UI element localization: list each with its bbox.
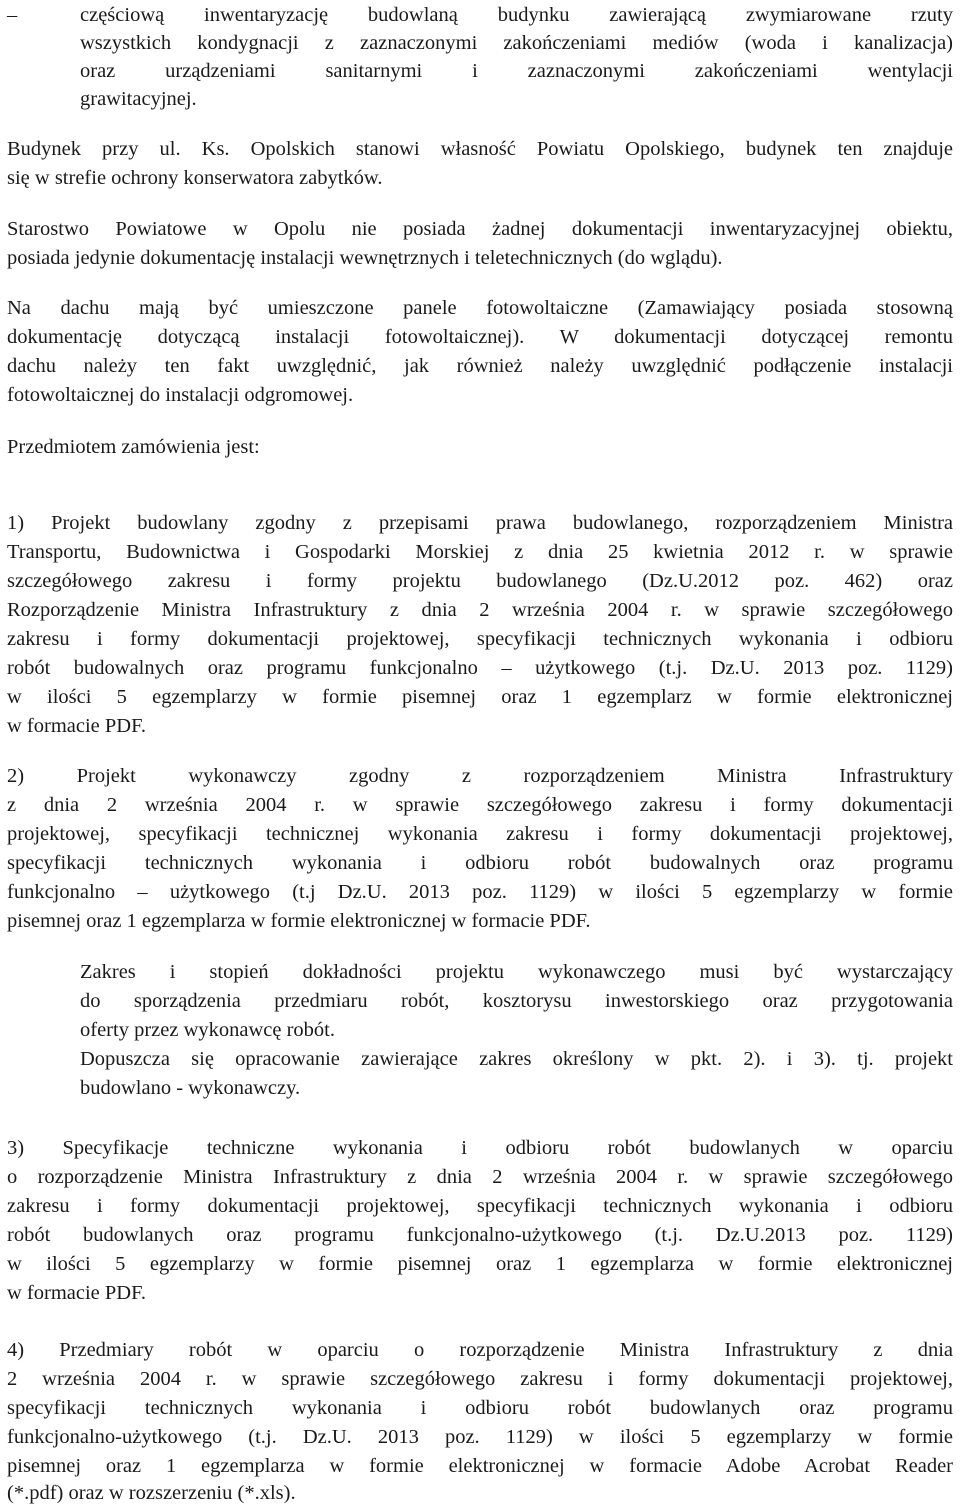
paragraph-line: fotowoltaicznej do instalacji odgromowej. <box>7 384 354 406</box>
paragraph-line: Na dachu mają być umieszczone panele fotowoltaiczne (Zamawiający posiada stosowną <box>7 297 953 319</box>
paragraph-line: się w strefie ochrony konserwatora zabytków. <box>7 167 383 189</box>
list-item-line: robót budowalnych oraz programu funkcjonalno – użytkowego (t.j. Dz.U. 2013 poz. 1129) <box>7 657 953 679</box>
list-item-line: 1) Projekt budowlany zgodny z przepisami prawa budowlanego, rozporządzeniem Ministra <box>7 512 953 534</box>
list-item-line: projektowej, specyfikacji technicznej wykonania zakresu i formy dokumentacji projektowej, <box>7 823 953 845</box>
list-item-line: szczegółowego zakresu i formy projektu budowlanego (Dz.U.2012 poz. 462) oraz <box>7 570 953 592</box>
list-item-line: funkcjonalno-użytkowego (t.j. Dz.U. 2013 poz. 1129) w ilości 5 egzemplarzy w formie <box>7 1426 953 1448</box>
list-item-line: 2 września 2004 r. w sprawie szczegółowego zakresu i formy dokumentacji projektowej, <box>7 1368 953 1390</box>
paragraph-line: dokumentację dotyczącą instalacji fotowoltaicznej). W dokumentacji dotyczącej remontu <box>7 326 953 348</box>
list-item-line: w ilości 5 egzemplarzy w formie pisemnej oraz 1 egzemplarz w formie elektronicznej <box>7 686 953 708</box>
list-item-line: 2) Projekt wykonawczy zgodny z rozporządzeniem Ministra Infrastruktury <box>7 765 953 787</box>
bullet-text-line: oraz urządzeniami sanitarnymi i zaznaczonymi zakończeniami wentylacji <box>80 60 953 82</box>
list-item-line: 3) Specyfikacje techniczne wykonania i odbioru robót budowlanych w oparciu <box>7 1137 953 1159</box>
paragraph-line: Budynek przy ul. Ks. Opolskich stanowi własność Powiatu Opolskiego, budynek ten znajduje <box>7 138 953 160</box>
bullet-text: częściową inwentaryzację budowlaną budynku zawierającą zwymiarowane rzuty <box>80 4 953 26</box>
list-item-line: w formacie PDF. <box>7 715 146 737</box>
list-item-line: specyfikacji technicznych wykonania i odbioru robót budowalnych oraz programu <box>7 852 953 874</box>
indented-note-line: oferty przez wykonawcę robót. <box>80 1019 335 1041</box>
paragraph-line: Starostwo Powiatowe w Opolu nie posiada żadnej dokumentacji inwentaryzacyjnej obiektu, <box>7 218 953 240</box>
list-item-line: Rozporządzenie Ministra Infrastruktury z dnia 2 września 2004 r. w sprawie szczegółowego <box>7 599 953 621</box>
paragraph-line: posiada jedynie dokumentację instalacji wewnętrznych i teletechnicznych (do wglądu). <box>7 247 723 269</box>
list-item-line: w ilości 5 egzemplarzy w formie pisemnej oraz 1 egzemplarza w formie elektronicznej <box>7 1253 953 1275</box>
list-item-line: o rozporządzenie Ministra Infrastruktury z dnia 2 września 2004 r. w sprawie szczegółowego <box>7 1166 953 1188</box>
list-item-line: Transportu, Budownictwa i Gospodarki Morskiej z dnia 25 kwietnia 2012 r. w sprawie <box>7 541 953 563</box>
indented-note-line: budowlano - wykonawczy. <box>80 1077 301 1099</box>
bullet-text-line: grawitacyjnej. <box>80 88 197 110</box>
list-item-line: zakresu i formy dokumentacji projektowej, specyfikacji technicznych wykonania i odbioru <box>7 1195 953 1217</box>
section-intro: Przedmiotem zamówienia jest: <box>7 436 260 458</box>
list-item-line: funkcjonalno – użytkowego (t.j Dz.U. 2013 poz. 1129) w ilości 5 egzemplarzy w formie <box>7 881 953 903</box>
bullet-item-line <box>7 0 953 30</box>
indented-note-line: Dopuszcza się opracowanie zawierające zakres określony w pkt. 2). i 3). tj. projekt <box>80 1048 953 1070</box>
paragraph-line: dachu należy ten fakt uwzględnić, jak również należy uwzględnić podłączenie instalacji <box>7 355 953 377</box>
list-item-line: robót budowlanych oraz programu funkcjonalno-użytkowego (t.j. Dz.U.2013 poz. 1129) <box>7 1224 953 1246</box>
list-item-line: z dnia 2 września 2004 r. w sprawie szczegółowego zakresu i formy dokumentacji <box>7 794 953 816</box>
list-item-line: pisemnej oraz 1 egzemplarza w formie elektronicznej w formacie Adobe Acrobat Reader <box>7 1455 953 1477</box>
list-item-line: (*.pdf) oraz w rozszerzeniu (*.xls). <box>7 1482 296 1504</box>
list-item-line: zakresu i formy dokumentacji projektowej, specyfikacji technicznych wykonania i odbioru <box>7 628 953 650</box>
list-item-line: 4) Przedmiary robót w oparciu o rozporządzenie Ministra Infrastruktury z dnia <box>7 1339 953 1361</box>
indented-note-line: Zakres i stopień dokładności projektu wykonawczego musi być wystarczający <box>80 961 953 983</box>
list-item-line: pisemnej oraz 1 egzemplarza w formie elektronicznej w formacie PDF. <box>7 910 591 932</box>
list-item-line: specyfikacji technicznych wykonania i odbioru robót budowlanych oraz programu <box>7 1397 953 1419</box>
bullet-text-line: wszystkich kondygnacji z zaznaczonymi zakończeniami mediów (woda i kanalizacja) <box>80 32 953 54</box>
bullet-dash: – <box>7 4 18 26</box>
list-item-line: w formacie PDF. <box>7 1282 146 1304</box>
indented-note-line: do sporządzenia przedmiaru robót, kosztorysu inwestorskiego oraz przygotowania <box>80 990 953 1012</box>
